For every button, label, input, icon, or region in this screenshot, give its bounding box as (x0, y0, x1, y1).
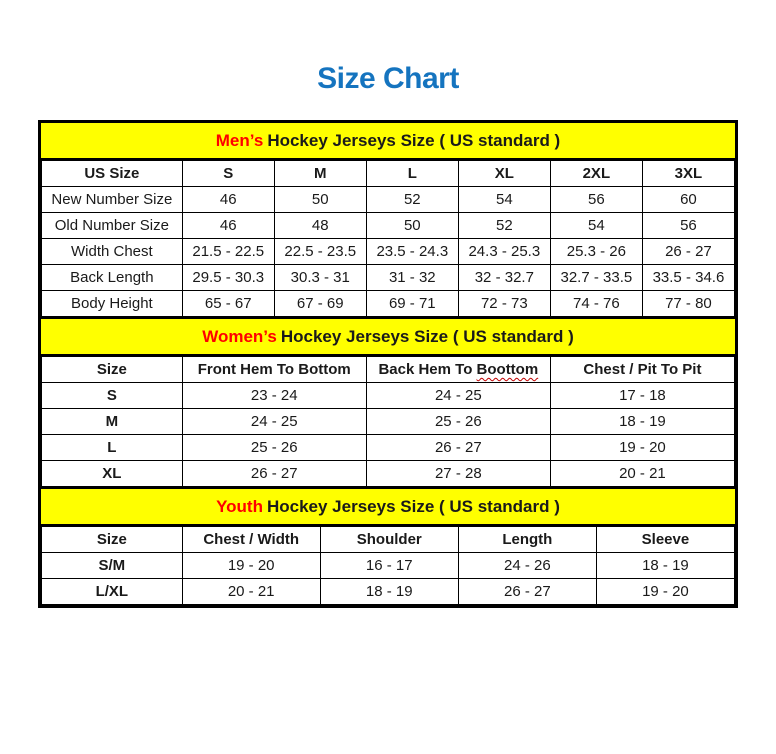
size-value: 25 - 26 (366, 409, 550, 435)
table-row (42, 409, 735, 435)
womens-heading-brand: Women’s (202, 327, 277, 346)
size-value: 26 - 27 (366, 435, 550, 461)
page-title: Size Chart (317, 62, 459, 95)
size-value: 16 - 17 (320, 553, 458, 579)
size-value: 67 - 69 (274, 291, 366, 317)
table-row (42, 187, 735, 213)
size-value: 23 - 24 (182, 383, 366, 409)
table-row (42, 579, 735, 605)
column-header: Front Hem To Bottom (182, 357, 366, 383)
size-value: 24 - 26 (458, 553, 596, 579)
size-value: 32.7 - 33.5 (550, 265, 642, 291)
size-value: 18 - 19 (550, 409, 734, 435)
column-header: Shoulder (320, 527, 458, 553)
row-label: L (42, 435, 183, 461)
table-row (42, 383, 735, 409)
womens-heading-rest: Hockey Jerseys Size ( US standard ) (280, 327, 574, 346)
row-label: L/XL (42, 579, 183, 605)
size-value: 72 - 73 (458, 291, 550, 317)
table-row (42, 461, 735, 487)
size-value: 50 (366, 213, 458, 239)
mens-heading-rest: Hockey Jerseys Size ( US standard ) (267, 131, 561, 150)
size-value: 20 - 21 (550, 461, 734, 487)
size-value: 21.5 - 22.5 (182, 239, 274, 265)
table-row (42, 553, 735, 579)
size-value: 69 - 71 (366, 291, 458, 317)
mens-heading-brand: Men’s (215, 131, 264, 150)
womens-section-header (41, 317, 735, 356)
column-header: 2XL (550, 161, 642, 187)
column-header: 3XL (642, 161, 734, 187)
mens-section-header (41, 123, 735, 160)
size-value: 31 - 32 (366, 265, 458, 291)
mens-size-table (41, 160, 735, 317)
size-value: 26 - 27 (642, 239, 734, 265)
youth-heading-brand: Youth (216, 497, 263, 516)
column-header: S (182, 161, 274, 187)
youth-size-table (41, 526, 735, 605)
size-value: 18 - 19 (320, 579, 458, 605)
row-label: Old Number Size (42, 213, 183, 239)
size-value: 24 - 25 (182, 409, 366, 435)
size-value: 22.5 - 23.5 (274, 239, 366, 265)
column-header: XL (458, 161, 550, 187)
size-value: 32 - 32.7 (458, 265, 550, 291)
size-value: 18 - 19 (596, 553, 734, 579)
row-label: Width Chest (42, 239, 183, 265)
column-header (366, 357, 550, 383)
size-value: 65 - 67 (182, 291, 274, 317)
size-value: 60 (642, 187, 734, 213)
column-header: Size (42, 357, 183, 383)
row-label: XL (42, 461, 183, 487)
column-header: Chest / Width (182, 527, 320, 553)
size-value: 26 - 27 (182, 461, 366, 487)
size-value: 29.5 - 30.3 (182, 265, 274, 291)
size-chart-table (38, 120, 738, 608)
size-value: 25.3 - 26 (550, 239, 642, 265)
table-row (42, 291, 735, 317)
column-header-text: Back Hem To (378, 361, 473, 378)
table-row (42, 265, 735, 291)
womens-header-row (42, 357, 735, 383)
size-value: 23.5 - 24.3 (366, 239, 458, 265)
size-value: 54 (458, 187, 550, 213)
column-header: Length (458, 527, 596, 553)
size-value: 52 (366, 187, 458, 213)
size-value: 25 - 26 (182, 435, 366, 461)
size-value: 46 (182, 187, 274, 213)
row-label: Body Height (42, 291, 183, 317)
size-value: 19 - 20 (550, 435, 734, 461)
column-header: L (366, 161, 458, 187)
row-label: S/M (42, 553, 183, 579)
size-value: 54 (550, 213, 642, 239)
column-header: US Size (42, 161, 183, 187)
youth-heading-rest: Hockey Jerseys Size ( US standard ) (266, 497, 560, 516)
row-label: New Number Size (42, 187, 183, 213)
size-value: 74 - 76 (550, 291, 642, 317)
row-label: S (42, 383, 183, 409)
table-row (42, 435, 735, 461)
size-value: 56 (550, 187, 642, 213)
size-value: 56 (642, 213, 734, 239)
table-row (42, 239, 735, 265)
size-value: 19 - 20 (182, 553, 320, 579)
column-header: M (274, 161, 366, 187)
row-label: Back Length (42, 265, 183, 291)
size-value: 48 (274, 213, 366, 239)
size-value: 20 - 21 (182, 579, 320, 605)
womens-size-table (41, 356, 735, 487)
misspelled-word: Boottom (476, 361, 539, 378)
size-value: 77 - 80 (642, 291, 734, 317)
size-value: 52 (458, 213, 550, 239)
size-value: 50 (274, 187, 366, 213)
youth-header-row (42, 527, 735, 553)
row-label: M (42, 409, 183, 435)
mens-header-row (42, 161, 735, 187)
size-value: 17 - 18 (550, 383, 734, 409)
column-header: Chest / Pit To Pit (550, 357, 734, 383)
column-header: Size (42, 527, 183, 553)
size-value: 27 - 28 (366, 461, 550, 487)
size-value: 30.3 - 31 (274, 265, 366, 291)
table-row (42, 213, 735, 239)
youth-section-header (41, 487, 735, 526)
column-header: Sleeve (596, 527, 734, 553)
size-value: 46 (182, 213, 274, 239)
size-value: 24.3 - 25.3 (458, 239, 550, 265)
size-value: 19 - 20 (596, 579, 734, 605)
size-value: 33.5 - 34.6 (642, 265, 734, 291)
size-value: 24 - 25 (366, 383, 550, 409)
size-value: 26 - 27 (458, 579, 596, 605)
